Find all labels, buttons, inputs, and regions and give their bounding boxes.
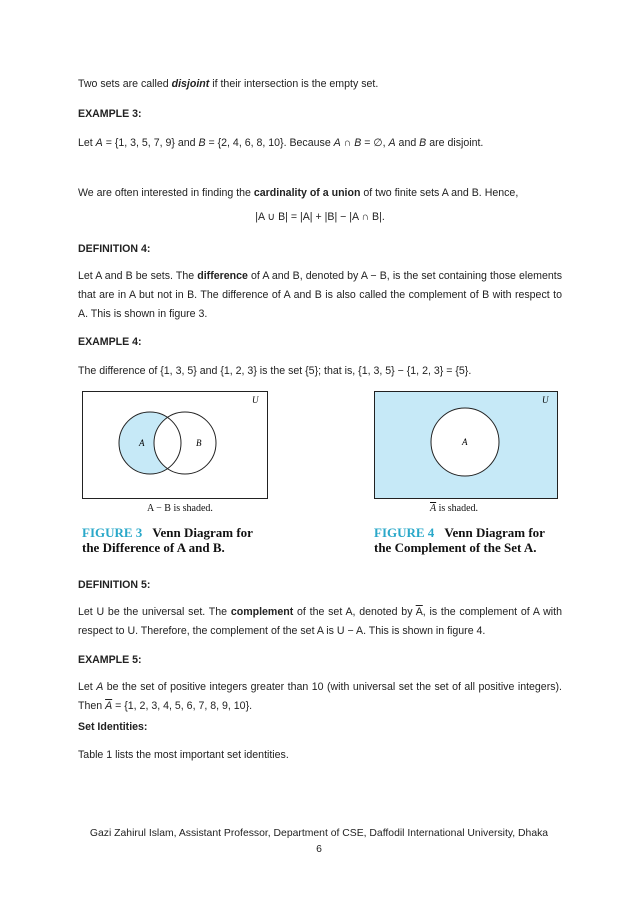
- definition4-heading: DEFINITION 4:: [78, 243, 151, 255]
- example3-heading: EXAMPLE 3:: [78, 108, 142, 120]
- text: Two sets are called: [78, 78, 172, 90]
- set-a-label: A: [139, 438, 145, 448]
- figure4-venn-diagram: [374, 391, 558, 500]
- cardinality-text: We are often interested in finding the cardinality of a union of two finite sets A and B. Hence,: [78, 187, 519, 199]
- figure4-shaded-caption: $\overline{A}$ is shaded.: [430, 503, 479, 514]
- example5-text: Let A be the set of positive integers greater than 10 (with universal set the set of all positive integers). Then $\overline{A} = \{1$, 2, 3, 4, 5, 6, 7, 8, 9, 10}.: [78, 681, 562, 712]
- definition5-text: Let U be the universal set. The complement of the set A, denoted by $\overline{A}$, is the complement of A with respect to U. Therefore, the complement of the set A is U − A. This is shown in figure 4.: [78, 606, 562, 637]
- term-difference: difference: [197, 270, 248, 282]
- footer: [60, 826, 578, 858]
- figure3-shaded-caption: A − B is shaded.: [147, 503, 213, 514]
- universe-label: U: [542, 395, 549, 405]
- text: if their intersection is the empty set.: [209, 78, 379, 90]
- term-disjoint: disjoint: [171, 78, 210, 90]
- cardinality-formula: |A ∪ B| = |A| + |B| − |A ∩ B|.: [255, 211, 385, 223]
- universe-label: U: [252, 395, 259, 405]
- term-complement: complement: [230, 606, 294, 618]
- term-cardinality: cardinality of a union: [253, 187, 361, 199]
- example3-text: Let A = {1, 3, 5, 7, 9} and B = {2, 4, 6, 8, 10}. Because A ∩ B = ∅, A and B are disjoint.: [78, 137, 484, 149]
- page-number: 6: [316, 844, 322, 855]
- figure4-caption: FIGURE 4 Venn Diagram for the Complement of the Set A.: [374, 525, 545, 555]
- set-identities-heading: Set Identities:: [78, 721, 148, 733]
- example5-heading: EXAMPLE 5:: [78, 654, 142, 666]
- footer-author: Gazi Zahirul Islam, Assistant Professor, Department of CSE, Daffodil International University, Dhaka: [89, 828, 549, 839]
- definition4-text: Let A and B be sets. The difference of A and B, denoted by A − B, is the set containing those elements that are in A but not in B. The difference of A and B is also called the complement of B with respect to A. This is shown in figure 3.: [78, 270, 562, 320]
- definition5-heading: DEFINITION 5:: [78, 579, 151, 591]
- figure3-venn-diagram: [82, 391, 268, 500]
- figure4-label: FIGURE 4: [374, 525, 435, 540]
- figure3-label: FIGURE 3: [82, 525, 143, 540]
- example4-heading: EXAMPLE 4:: [78, 336, 142, 348]
- example4-text: The difference of {1, 3, 5} and {1, 2, 3} is the set {5}; that is, {1, 3, 5} − {1, 2, 3} = {5}.: [78, 365, 472, 377]
- figure3-caption: FIGURE 3 Venn Diagram for the Difference of A and B.: [82, 525, 253, 555]
- set-a-label: A: [462, 437, 468, 447]
- set-identities-text: Table 1 lists the most important set identities.: [78, 749, 289, 761]
- set-b-label: B: [196, 438, 202, 448]
- disjoint-definition: [78, 75, 562, 94]
